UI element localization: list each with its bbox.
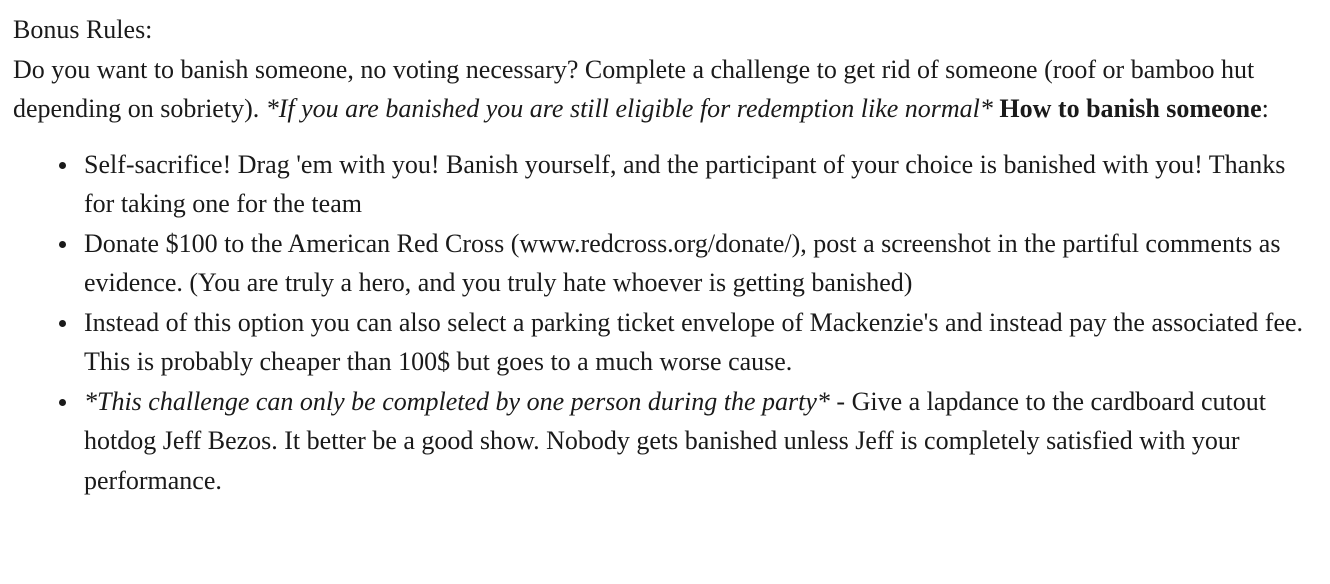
intro-bold-heading: How to banish someone xyxy=(999,94,1262,123)
intro-paragraph xyxy=(13,50,1318,129)
intro-text: Do you want to banish someone, no voting necessary? Complete a challenge to get rid of someone (roof or bamboo hut depending on sobriety). xyxy=(13,54,1255,123)
document-body xyxy=(13,10,1318,500)
list-item xyxy=(84,145,1318,224)
list-item xyxy=(84,303,1318,382)
list-item-text: - Give a lapdance to the cardboard cutout hotdog Jeff Bezos. It better be a good show. Nobody gets banished unless Jeff is completely satisfied with your performance. xyxy=(84,386,1266,495)
bullet-icon xyxy=(59,399,66,406)
list-item-italic: *This challenge can only be completed by one person during the party* xyxy=(84,386,830,416)
bullet-icon xyxy=(59,241,66,248)
intro-colon: : xyxy=(1261,94,1269,123)
list-item-text: Self-sacrifice! Drag 'em with you! Banish yourself, and the participant of your choice is banished with you! Thanks for taking one for the team xyxy=(84,149,1286,218)
list-item-text: Donate $100 to the American Red Cross (www.redcross.org/donate/), post a screenshot in the partiful comments as evidence. (You are truly a hero, and you truly hate whoever is getting banished) xyxy=(84,228,1281,297)
list-item xyxy=(84,224,1318,303)
list-item-text: Instead of this option you can also select a parking ticket envelope of Mackenzie's and instead pay the associated fee. This is probably cheaper than 100$ but goes to a much worse cause. xyxy=(84,307,1304,376)
list-item xyxy=(84,382,1318,501)
bullet-icon xyxy=(59,320,66,327)
section-heading: Bonus Rules: xyxy=(13,15,153,44)
banish-rules-list xyxy=(13,145,1318,501)
intro-italic-note: *If you are banished you are still eligible for redemption like normal* xyxy=(265,94,993,123)
bullet-icon xyxy=(59,162,66,169)
